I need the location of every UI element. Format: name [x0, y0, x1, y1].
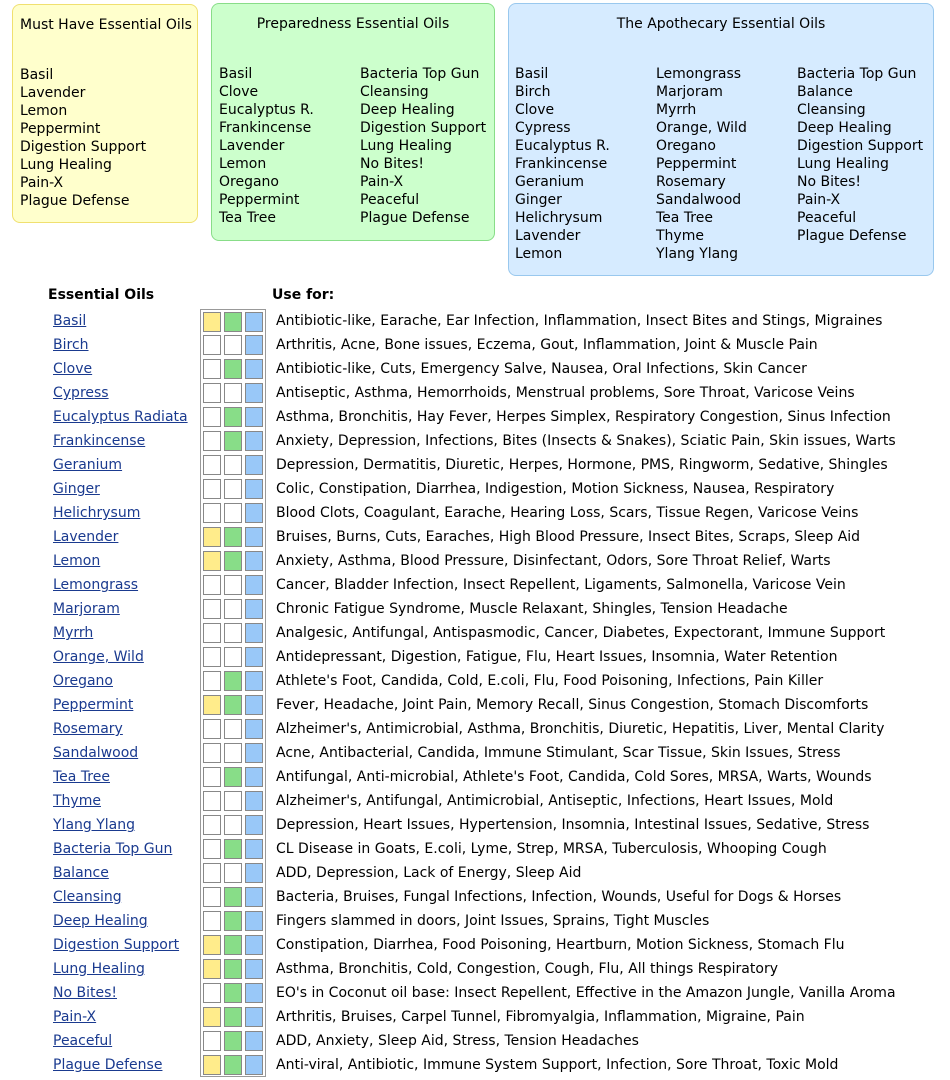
oil-uses: CL Disease in Goats, E.coli, Lyme, Strep, MRSA, Tuberculosis, Whooping Cough: [276, 841, 827, 857]
must-have-indicator: [203, 1007, 221, 1027]
must-have-indicator: [203, 312, 221, 332]
apothecary-oil-item: Geranium: [515, 174, 585, 190]
oil-link[interactable]: Balance: [53, 865, 109, 881]
oil-uses: Anxiety, Depression, Infections, Bites (Insects & Snakes), Sciatic Pain, Skin issues, Warts: [276, 433, 896, 449]
apothecary-oil-item: Eucalyptus R.: [515, 138, 610, 154]
preparedness-indicator: [224, 935, 242, 955]
apothecary-indicator: [245, 815, 263, 835]
apothecary-oil-item: No Bites!: [797, 174, 861, 190]
must-have-indicator: [203, 839, 221, 859]
collection-indicators: [200, 501, 266, 525]
oil-uses: Depression, Dermatitis, Diuretic, Herpes, Hormone, PMS, Ringworm, Sedative, Shingles: [276, 457, 888, 473]
preparedness-indicator: [224, 407, 242, 427]
oil-uses: Antifungal, Anti-microbial, Athlete's Foot, Candida, Cold Sores, MRSA, Warts, Wounds: [276, 769, 872, 785]
oil-link[interactable]: Deep Healing: [53, 913, 148, 929]
oil-link[interactable]: Peaceful: [53, 1033, 113, 1049]
table-row: [0, 501, 950, 525]
apothecary-indicator: [245, 1055, 263, 1075]
table-row: [0, 861, 950, 885]
apothecary-indicator: [245, 959, 263, 979]
apothecary-oil-item: Frankincense: [515, 156, 608, 172]
collection-indicators: [200, 597, 266, 621]
apothecary-indicator: [245, 887, 263, 907]
oil-link[interactable]: Pain-X: [53, 1009, 97, 1025]
oil-link[interactable]: Helichrysum: [53, 505, 141, 521]
must-have-indicator: [203, 959, 221, 979]
oil-link[interactable]: Eucalyptus Radiata: [53, 409, 188, 425]
must-have-oil-item: Peppermint: [20, 121, 101, 137]
apothecary-oil-item: Sandalwood: [656, 192, 742, 208]
oil-uses: Asthma, Bronchitis, Cold, Congestion, Cough, Flu, All things Respiratory: [276, 961, 778, 977]
preparedness-indicator: [224, 1031, 242, 1051]
oil-uses: Colic, Constipation, Diarrhea, Indigestion, Motion Sickness, Nausea, Respiratory: [276, 481, 835, 497]
preparedness-indicator: [224, 599, 242, 619]
collection-indicators: [200, 1005, 266, 1029]
collection-indicators: [200, 1029, 266, 1053]
oil-link[interactable]: Lemongrass: [53, 577, 139, 593]
apothecary-indicator: [245, 479, 263, 499]
preparedness-oil-item: Plague Defense: [360, 210, 470, 226]
table-row: [0, 669, 950, 693]
table-row: [0, 1005, 950, 1029]
must-have-indicator: [203, 767, 221, 787]
must-have-indicator: [203, 743, 221, 763]
preparedness-oil-item: Clove: [219, 84, 259, 100]
apothecary-indicator: [245, 575, 263, 595]
apothecary-indicator: [245, 503, 263, 523]
oil-uses: Bruises, Burns, Cuts, Earaches, High Blood Pressure, Insect Bites, Scraps, Sleep Aid: [276, 529, 861, 545]
collection-indicators: [200, 453, 266, 477]
oil-link[interactable]: Lung Healing: [53, 961, 145, 977]
apothecary-oil-item: Oregano: [656, 138, 716, 154]
table-row: [0, 1053, 950, 1077]
apothecary-oil-item: Pain-X: [797, 192, 841, 208]
table-row: [0, 525, 950, 549]
oil-uses: Bacteria, Bruises, Fungal Infections, Infection, Wounds, Useful for Dogs & Horses: [276, 889, 842, 905]
preparedness-indicator: [224, 479, 242, 499]
apothecary-indicator: [245, 719, 263, 739]
collection-indicators: [200, 621, 266, 645]
must-have-indicator: [203, 815, 221, 835]
collection-indicators: [200, 549, 266, 573]
oil-uses: Alzheimer's, Antifungal, Antimicrobial, Antiseptic, Infections, Heart Issues, Mold: [276, 793, 834, 809]
collection-indicators: [200, 573, 266, 597]
table-row: [0, 789, 950, 813]
apothecary-oil-item: Cypress: [515, 120, 571, 136]
preparedness-indicator: [224, 743, 242, 763]
table-row: [0, 933, 950, 957]
must-have-oil-item: Plague Defense: [20, 193, 130, 209]
apothecary-oil-item: Balance: [797, 84, 853, 100]
preparedness-oil-item: Basil: [219, 66, 253, 82]
essential-oils-table: [0, 309, 950, 1077]
collection-indicators: [200, 765, 266, 789]
oil-uses: Fingers slammed in doors, Joint Issues, Sprains, Tight Muscles: [276, 913, 710, 929]
apothecary-oil-item: Ylang Ylang: [656, 246, 739, 262]
must-have-indicator: [203, 863, 221, 883]
apothecary-oil-item: Myrrh: [656, 102, 697, 118]
oil-link[interactable]: Plague Defense: [53, 1057, 163, 1073]
must-have-indicator: [203, 791, 221, 811]
must-have-indicator: [203, 335, 221, 355]
apothecary-indicator: [245, 407, 263, 427]
must-have-indicator: [203, 551, 221, 571]
apothecary-oil-item: Thyme: [656, 228, 704, 244]
preparedness-indicator: [224, 719, 242, 739]
apothecary-indicator: [245, 647, 263, 667]
apothecary-oil-item: Ginger: [515, 192, 562, 208]
table-row: [0, 717, 950, 741]
preparedness-indicator: [224, 312, 242, 332]
oil-uses: EO's in Coconut oil base: Insect Repellent, Effective in the Amazon Jungle, Vanilla Aroma: [276, 985, 896, 1001]
preparedness-oil-item: Eucalyptus R.: [219, 102, 314, 118]
collection-indicators: [200, 309, 266, 333]
apothecary-indicator: [245, 935, 263, 955]
preparedness-indicator: [224, 887, 242, 907]
apothecary-indicator: [245, 671, 263, 691]
apothecary-indicator: [245, 431, 263, 451]
preparedness-oil-item: No Bites!: [360, 156, 424, 172]
oil-link[interactable]: Oregano: [53, 673, 113, 689]
oil-uses: Chronic Fatigue Syndrome, Muscle Relaxant, Shingles, Tension Headache: [276, 601, 788, 617]
preparedness-oils-box: [211, 3, 495, 241]
preparedness-oil-item: Lemon: [219, 156, 267, 172]
preparedness-oil-item: Pain-X: [360, 174, 404, 190]
preparedness-indicator: [224, 815, 242, 835]
must-have-indicator: [203, 647, 221, 667]
must-have-indicator: [203, 575, 221, 595]
oil-link[interactable]: Orange, Wild: [53, 649, 144, 665]
collection-indicators: [200, 645, 266, 669]
must-have-oils-box: [12, 4, 198, 223]
table-row: [0, 381, 950, 405]
must-have-indicator: [203, 455, 221, 475]
must-have-oil-item: Basil: [20, 67, 54, 83]
apothecary-oil-item: Helichrysum: [515, 210, 603, 226]
apothecary-indicator: [245, 911, 263, 931]
apothecary-indicator: [245, 767, 263, 787]
apothecary-oil-item: Lung Healing: [797, 156, 889, 172]
table-row: [0, 597, 950, 621]
preparedness-indicator: [224, 575, 242, 595]
preparedness-oil-item: Peaceful: [360, 192, 420, 208]
collection-indicators: [200, 525, 266, 549]
collection-indicators: [200, 405, 266, 429]
apothecary-indicator: [245, 983, 263, 1003]
must-have-oils-list: [20, 66, 146, 210]
preparedness-indicator: [224, 527, 242, 547]
preparedness-oil-item: Cleansing: [360, 84, 429, 100]
preparedness-indicator: [224, 383, 242, 403]
table-row: [0, 765, 950, 789]
collection-indicators: [200, 909, 266, 933]
table-row: [0, 453, 950, 477]
apothecary-oil-item: Digestion Support: [797, 138, 924, 154]
oil-uses: Fever, Headache, Joint Pain, Memory Recall, Sinus Congestion, Stomach Discomforts: [276, 697, 869, 713]
apothecary-indicator: [245, 1031, 263, 1051]
table-row: [0, 429, 950, 453]
oil-link[interactable]: Tea Tree: [53, 769, 110, 785]
must-have-indicator: [203, 1055, 221, 1075]
oil-uses: ADD, Depression, Lack of Energy, Sleep Aid: [276, 865, 582, 881]
apothecary-oils-box: [508, 3, 934, 276]
must-have-indicator: [203, 359, 221, 379]
collection-indicators: [200, 813, 266, 837]
oil-uses: Anti-viral, Antibiotic, Immune System Support, Infection, Sore Throat, Toxic Mold: [276, 1057, 839, 1073]
collection-indicators: [200, 957, 266, 981]
must-have-oil-item: Digestion Support: [20, 139, 147, 155]
must-have-indicator: [203, 887, 221, 907]
apothecary-indicator: [245, 455, 263, 475]
must-have-indicator: [203, 983, 221, 1003]
apothecary-oil-item: Peaceful: [797, 210, 857, 226]
apothecary-oil-item: Deep Healing: [797, 120, 892, 136]
table-row: [0, 405, 950, 429]
apothecary-oils-list: [515, 65, 938, 263]
apothecary-indicator: [245, 335, 263, 355]
preparedness-indicator: [224, 503, 242, 523]
collection-indicators: [200, 381, 266, 405]
oil-link[interactable]: Lemon: [53, 553, 101, 569]
oil-link[interactable]: Ylang Ylang: [53, 817, 136, 833]
collection-indicators: [200, 837, 266, 861]
preparedness-indicator: [224, 359, 242, 379]
table-row: [0, 573, 950, 597]
must-have-indicator: [203, 695, 221, 715]
must-have-indicator: [203, 623, 221, 643]
preparedness-indicator: [224, 863, 242, 883]
oil-link[interactable]: Clove: [53, 361, 93, 377]
apothecary-indicator: [245, 791, 263, 811]
apothecary-oil-item: Plague Defense: [797, 228, 907, 244]
table-row: [0, 477, 950, 501]
apothecary-indicator: [245, 743, 263, 763]
apothecary-oil-item: Lemon: [515, 246, 563, 262]
table-row: [0, 549, 950, 573]
table-row: [0, 1029, 950, 1053]
table-row: [0, 837, 950, 861]
oil-uses: Asthma, Bronchitis, Hay Fever, Herpes Simplex, Respiratory Congestion, Sinus Infection: [276, 409, 891, 425]
apothecary-oil-item: Birch: [515, 84, 551, 100]
apothecary-oil-item: Bacteria Top Gun: [797, 66, 917, 82]
apothecary-oil-item: Clove: [515, 102, 555, 118]
apothecary-indicator: [245, 1007, 263, 1027]
collection-indicators: [200, 861, 266, 885]
collection-indicators: [200, 933, 266, 957]
preparedness-oil-item: Peppermint: [219, 192, 300, 208]
oil-uses: Antibiotic-like, Cuts, Emergency Salve, Nausea, Oral Infections, Skin Cancer: [276, 361, 807, 377]
must-have-indicator: [203, 383, 221, 403]
oil-uses: Antidepressant, Digestion, Fatigue, Flu, Heart Issues, Insomnia, Water Retention: [276, 649, 838, 665]
table-row: [0, 741, 950, 765]
apothecary-indicator: [245, 527, 263, 547]
oil-uses: Arthritis, Acne, Bone issues, Eczema, Gout, Inflammation, Joint & Muscle Pain: [276, 337, 818, 353]
preparedness-oil-item: Lavender: [219, 138, 285, 154]
table-row: [0, 813, 950, 837]
preparedness-indicator: [224, 431, 242, 451]
preparedness-indicator: [224, 647, 242, 667]
table-row: [0, 981, 950, 1005]
preparedness-indicator: [224, 623, 242, 643]
collection-indicators: [200, 741, 266, 765]
oil-uses: Antiseptic, Asthma, Hemorrhoids, Menstrual problems, Sore Throat, Varicose Veins: [276, 385, 855, 401]
collection-indicators: [200, 717, 266, 741]
table-row: [0, 357, 950, 381]
oil-uses: Constipation, Diarrhea, Food Poisoning, Heartburn, Motion Sickness, Stomach Flu: [276, 937, 845, 953]
table-row: [0, 693, 950, 717]
collection-indicators: [200, 789, 266, 813]
preparedness-indicator: [224, 767, 242, 787]
oil-uses: Depression, Heart Issues, Hypertension, Insomnia, Intestinal Issues, Sedative, Stress: [276, 817, 870, 833]
preparedness-oil-item: Bacteria Top Gun: [360, 66, 480, 82]
apothecary-indicator: [245, 599, 263, 619]
preparedness-oils-title: Preparedness Essential Oils: [256, 16, 450, 32]
oil-uses: ADD, Anxiety, Sleep Aid, Stress, Tension Headaches: [276, 1033, 639, 1049]
oil-uses: Athlete's Foot, Candida, Cold, E.coli, Flu, Food Poisoning, Infections, Pain Killer: [276, 673, 824, 689]
apothecary-oil-item: Basil: [515, 66, 549, 82]
apothecary-oil-item: Cleansing: [797, 102, 866, 118]
oil-uses: Arthritis, Bruises, Carpel Tunnel, Fibromyalgia, Inflammation, Migraine, Pain: [276, 1009, 805, 1025]
must-have-indicator: [203, 407, 221, 427]
table-row: [0, 909, 950, 933]
preparedness-oil-item: Oregano: [219, 174, 279, 190]
oil-link[interactable]: Sandalwood: [53, 745, 139, 761]
apothecary-oil-item: Lemongrass: [656, 66, 742, 82]
oil-link[interactable]: Cypress: [53, 385, 109, 401]
preparedness-indicator: [224, 1055, 242, 1075]
apothecary-oil-item: Lavender: [515, 228, 581, 244]
must-have-indicator: [203, 1031, 221, 1051]
oil-link[interactable]: Digestion Support: [53, 937, 180, 953]
preparedness-indicator: [224, 911, 242, 931]
preparedness-indicator: [224, 1007, 242, 1027]
collection-indicators: [200, 885, 266, 909]
must-have-indicator: [203, 935, 221, 955]
apothecary-oil-item: Rosemary: [656, 174, 726, 190]
preparedness-indicator: [224, 791, 242, 811]
oil-link[interactable]: Cleansing: [53, 889, 122, 905]
collection-indicators: [200, 429, 266, 453]
table-row: [0, 885, 950, 909]
apothecary-indicator: [245, 623, 263, 643]
oil-uses: Blood Clots, Coagulant, Earache, Hearing Loss, Scars, Tissue Regen, Varicose Veins: [276, 505, 859, 521]
essential-oils-column-header: Essential Oils: [48, 287, 155, 303]
apothecary-oil-item: Orange, Wild: [656, 120, 747, 136]
oil-link[interactable]: Lavender: [53, 529, 119, 545]
oil-uses: Anxiety, Asthma, Blood Pressure, Disinfectant, Odors, Sore Throat Relief, Warts: [276, 553, 831, 569]
collection-indicators: [200, 981, 266, 1005]
oil-link[interactable]: Basil: [53, 313, 87, 329]
oil-link[interactable]: Marjoram: [53, 601, 120, 617]
oil-link[interactable]: Rosemary: [53, 721, 123, 737]
must-have-oils-title: Must Have Essential Oils: [20, 17, 192, 33]
oil-link[interactable]: No Bites!: [53, 985, 117, 1001]
apothecary-oil-item: Tea Tree: [656, 210, 713, 226]
preparedness-oil-item: Frankincense: [219, 120, 312, 136]
collection-indicators: [200, 477, 266, 501]
preparedness-indicator: [224, 839, 242, 859]
oil-link[interactable]: Ginger: [53, 481, 100, 497]
apothecary-indicator: [245, 863, 263, 883]
apothecary-indicator: [245, 359, 263, 379]
must-have-indicator: [203, 527, 221, 547]
use-for-column-header: Use for:: [272, 287, 335, 303]
collection-indicators: [200, 357, 266, 381]
apothecary-oil-item: Peppermint: [656, 156, 737, 172]
must-have-indicator: [203, 431, 221, 451]
apothecary-indicator: [245, 551, 263, 571]
preparedness-indicator: [224, 551, 242, 571]
table-row: [0, 309, 950, 333]
oil-link[interactable]: Frankincense: [53, 433, 146, 449]
collection-indicators: [200, 693, 266, 717]
oil-uses: Acne, Antibacterial, Candida, Immune Stimulant, Scar Tissue, Skin Issues, Stress: [276, 745, 841, 761]
preparedness-indicator: [224, 983, 242, 1003]
preparedness-indicator: [224, 671, 242, 691]
apothecary-oil-item: Marjoram: [656, 84, 723, 100]
preparedness-oil-item: Digestion Support: [360, 120, 487, 136]
apothecary-indicator: [245, 695, 263, 715]
table-row: [0, 957, 950, 981]
collection-indicators: [200, 333, 266, 357]
must-have-indicator: [203, 671, 221, 691]
oil-link[interactable]: Bacteria Top Gun: [53, 841, 173, 857]
preparedness-indicator: [224, 959, 242, 979]
must-have-oil-item: Lemon: [20, 103, 68, 119]
must-have-indicator: [203, 599, 221, 619]
preparedness-oils-list: [219, 65, 501, 227]
table-row: [0, 645, 950, 669]
must-have-indicator: [203, 911, 221, 931]
preparedness-indicator: [224, 695, 242, 715]
preparedness-indicator: [224, 335, 242, 355]
apothecary-indicator: [245, 383, 263, 403]
oil-uses: Analgesic, Antifungal, Antispasmodic, Cancer, Diabetes, Expectorant, Immune Support: [276, 625, 886, 641]
apothecary-indicator: [245, 312, 263, 332]
preparedness-oil-item: Deep Healing: [360, 102, 455, 118]
oil-link[interactable]: Geranium: [53, 457, 123, 473]
must-have-indicator: [203, 503, 221, 523]
oil-link[interactable]: Thyme: [53, 793, 101, 809]
must-have-oil-item: Pain-X: [20, 175, 64, 191]
must-have-oil-item: Lavender: [20, 85, 86, 101]
preparedness-oil-item: Lung Healing: [360, 138, 452, 154]
collection-indicators: [200, 1053, 266, 1077]
oil-link[interactable]: Myrrh: [53, 625, 94, 641]
oil-uses: Alzheimer's, Antimicrobial, Asthma, Bronchitis, Diuretic, Hepatitis, Liver, Mental Clarity: [276, 721, 885, 737]
preparedness-oil-item: Tea Tree: [219, 210, 276, 226]
oil-uses: Antibiotic-like, Earache, Ear Infection, Inflammation, Insect Bites and Stings, Migraines: [276, 313, 883, 329]
table-row: [0, 333, 950, 357]
oil-link[interactable]: Birch: [53, 337, 89, 353]
must-have-oil-item: Lung Healing: [20, 157, 112, 173]
oil-uses: Cancer, Bladder Infection, Insect Repellent, Ligaments, Salmonella, Varicose Vein: [276, 577, 846, 593]
must-have-indicator: [203, 479, 221, 499]
preparedness-indicator: [224, 455, 242, 475]
apothecary-indicator: [245, 839, 263, 859]
collection-indicators: [200, 669, 266, 693]
must-have-indicator: [203, 719, 221, 739]
table-row: [0, 621, 950, 645]
oil-link[interactable]: Peppermint: [53, 697, 134, 713]
apothecary-oils-title: The Apothecary Essential Oils: [616, 16, 826, 32]
